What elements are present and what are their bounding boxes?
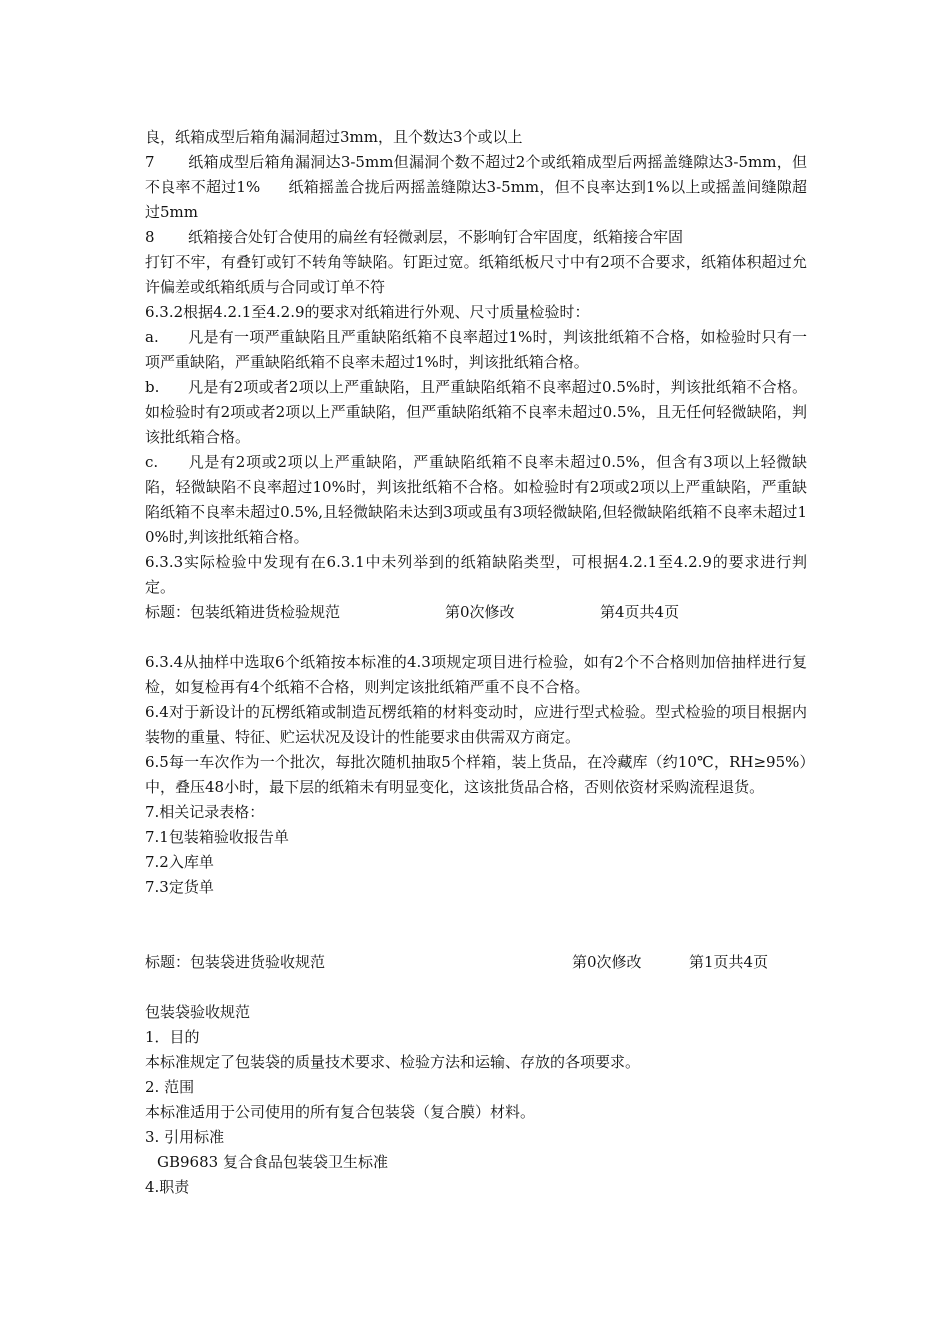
rule-label: b.	[145, 378, 160, 396]
paragraph-rule-a	[145, 325, 807, 375]
paragraph-item-8	[145, 225, 807, 250]
paragraph-rule-b	[145, 375, 807, 450]
list-item: 7.2入库单	[145, 853, 214, 871]
item-7-text-b: 纸箱摇盖合拢后两摇盖缝隙达3-5mm，但不良率达到1%以上或摇盖间缝隙超过5mm	[145, 178, 807, 221]
rule-c-text: 凡是有2项或2项以上严重缺陷，严重缺陷纸箱不良率未超过0.5%，但含有3项以上轻微缺陷，轻微缺陷不良率超过10%时，判该批纸箱不合格。如检验时有2项或2项以上严重缺陷，严重缺陷纸箱不良率未超过0.5%,且轻微缺陷未达到3项或虽有3项轻微缺陷,但轻微缺陷纸箱不良率未超过10%时,判该批纸箱合格。	[145, 453, 807, 546]
page-header	[145, 950, 807, 975]
document-body	[145, 125, 807, 1200]
section-heading: 3. 引用标准	[145, 1128, 225, 1146]
footer-title: 标题：包装纸箱进货检验规范	[145, 603, 341, 621]
paragraph-item-7	[145, 150, 807, 225]
item-7-text-a: 纸箱成型后箱角漏洞达3-5mm但漏洞个数不超过2个或纸箱成型后两摇盖缝隙达3-5mm，但不良率不超过1%	[145, 153, 807, 196]
item-number: 8	[145, 228, 155, 246]
paragraph-6-5: 6.5每一车次作为一个批次，每批次随机抽取5个样箱，装上货品，在冷藏库（约10℃，RH≥95%）中，叠压48小时，最下层的纸箱未有明显变化，这该批货品合格，否则依资材采购流程退货。	[145, 753, 807, 796]
section-heading: 2. 范围	[145, 1078, 195, 1096]
header-page-number: 第1页共4页	[689, 953, 769, 971]
document-title: 包装袋验收规范	[145, 1003, 251, 1021]
paragraph-6-3-2: 6.3.2根据4.2.1至4.2.9的要求对纸箱进行外观、尺寸质量检验时：	[145, 303, 590, 321]
paragraph-6-4: 6.4对于新设计的瓦楞纸箱或制造瓦楞纸箱的材料变动时，应进行型式检验。型式检验的项目根据内装物的重量、特征、贮运状况及设计的性能要求由供需双方商定。	[145, 703, 807, 746]
footer-page-number: 第4页共4页	[600, 603, 680, 621]
heading-records: 7.相关记录表格：	[145, 803, 265, 821]
footer-revision: 第0次修改	[445, 603, 515, 621]
header-revision: 第0次修改	[572, 953, 642, 971]
item-8-text: 纸箱接合处钉合使用的扁丝有轻微剥层，不影响钉合牢固度，纸箱接合牢固	[188, 228, 684, 246]
paragraph-defect-line: 良，纸箱成型后箱角漏洞超过3mm，且个数达3个或以上	[145, 128, 523, 146]
header-title: 标题：包装袋进货验收规范	[145, 953, 326, 971]
paragraph-nail-defects: 打钉不牢，有叠钉或钉不转角等缺陷。钉距过宽。纸箱纸板尺寸中有2项不合要求，纸箱体积超过允许偏差或纸箱纸质与合同或订单不符	[145, 253, 807, 296]
paragraph-rule-c	[145, 450, 807, 550]
rule-label: a.	[145, 328, 159, 346]
list-item: 7.1包装箱验收报告单	[145, 828, 289, 846]
section-heading: 4.职责	[145, 1178, 190, 1196]
page-footer	[145, 600, 807, 625]
rule-b-text: 凡是有2项或者2项以上严重缺陷，且严重缺陷纸箱不良率超过0.5%时，判该批纸箱不合格。如检验时有2项或者2项以上严重缺陷，但严重缺陷纸箱不良率未超过0.5%，且无任何轻微缺陷，判该批纸箱合格。	[145, 378, 807, 446]
rule-label: c.	[145, 453, 159, 471]
section-paragraph: 本标准规定了包装袋的质量技术要求、检验方法和运输、存放的各项要求。	[145, 1053, 641, 1071]
section-paragraph: GB9683 复合食品包装袋卫生标准	[157, 1153, 388, 1171]
section-paragraph: 本标准适用于公司使用的所有复合包装袋（复合膜）材料。	[145, 1103, 536, 1121]
list-item: 7.3定货单	[145, 878, 214, 896]
paragraph-6-3-4: 6.3.4从抽样中选取6个纸箱按本标准的4.3项规定项目进行检验，如有2个不合格则加倍抽样进行复检，如复检再有4个纸箱不合格，则判定该批纸箱严重不良不合格。	[145, 653, 807, 696]
section-heading: 1．目的	[145, 1028, 200, 1046]
paragraph-6-3-3: 6.3.3实际检验中发现有在6.3.1中未列举到的纸箱缺陷类型，可根据4.2.1至4.2.9的要求进行判定。	[145, 553, 807, 596]
item-number: 7	[145, 153, 155, 171]
rule-a-text: 凡是有一项严重缺陷且严重缺陷纸箱不良率超过1%时，判该批纸箱不合格，如检验时只有一项严重缺陷，严重缺陷纸箱不良率未超过1%时，判该批纸箱合格。	[145, 328, 807, 371]
